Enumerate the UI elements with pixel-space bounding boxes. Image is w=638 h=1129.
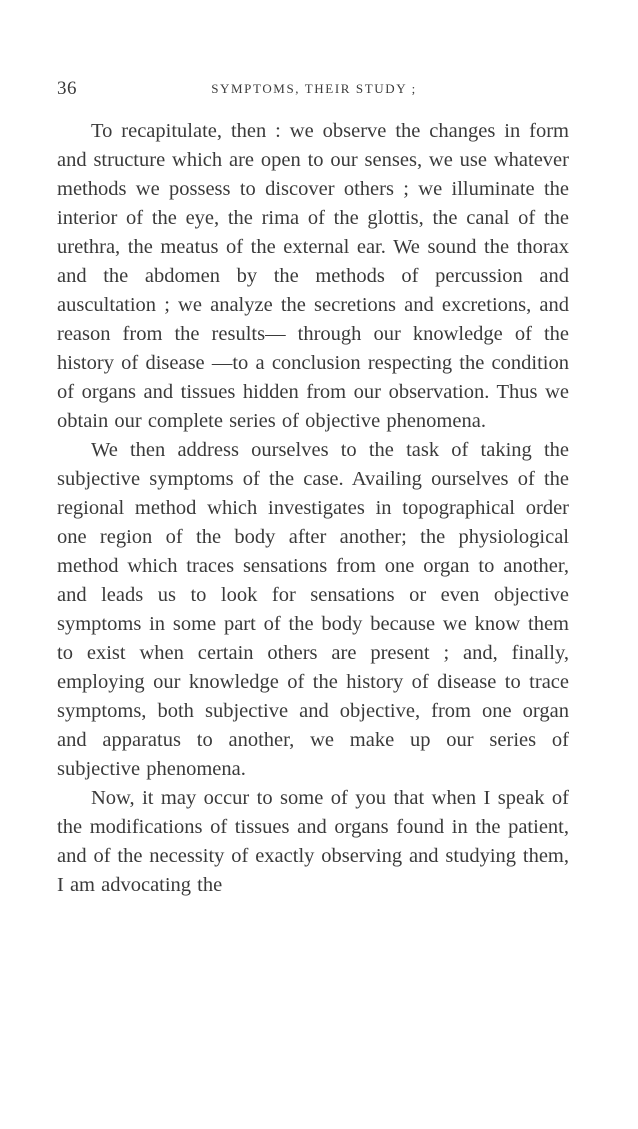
- running-head-title: SYMPTOMS, THEIR STUDY ;: [211, 81, 417, 96]
- paragraph-modifications: Now, it may occur to some of you that when I speak of the modifications of tissues and organs found in the patient, and of the necessity of exactly observing and studying them, I am advocating the: [57, 787, 569, 896]
- paragraph-subjective-symptoms: We then address ourselves to the task of taking the subjective symptoms of the case. Availing ourselves of the regional method which investigates in topographical order one region of the body after another; the physiological method which traces sensations from one organ to another, and leads us to look for sensations or even objective symptoms in some part of the body because we know them to exist when certain others are present ; and, finally, employing our knowledge of the history of disease to trace symptoms, both subjective and objective, from one organ and apparatus to another, we make up our series of subjective phenomena.: [57, 439, 569, 780]
- paragraph-recapitulate: To recapitulate, then : we observe the changes in form and structure which are open to our senses, we use whatever methods we possess to discover others ; we illuminate the interior of the eye, the rima of the glottis, the canal of the urethra, the meatus of the external ear. We sound the thorax and the abdomen by the methods of percussion and auscultation ; we analyze the secretions and excretions, and reason from the results— through our knowledge of the history of disease —to a conclusion respecting the condition of organs and tissues hidden from our observation. Thus we obtain our complete series of objective phenomena.: [57, 120, 569, 432]
- page-number: 36: [57, 78, 77, 99]
- running-head: [57, 78, 571, 106]
- body-text: [57, 117, 569, 900]
